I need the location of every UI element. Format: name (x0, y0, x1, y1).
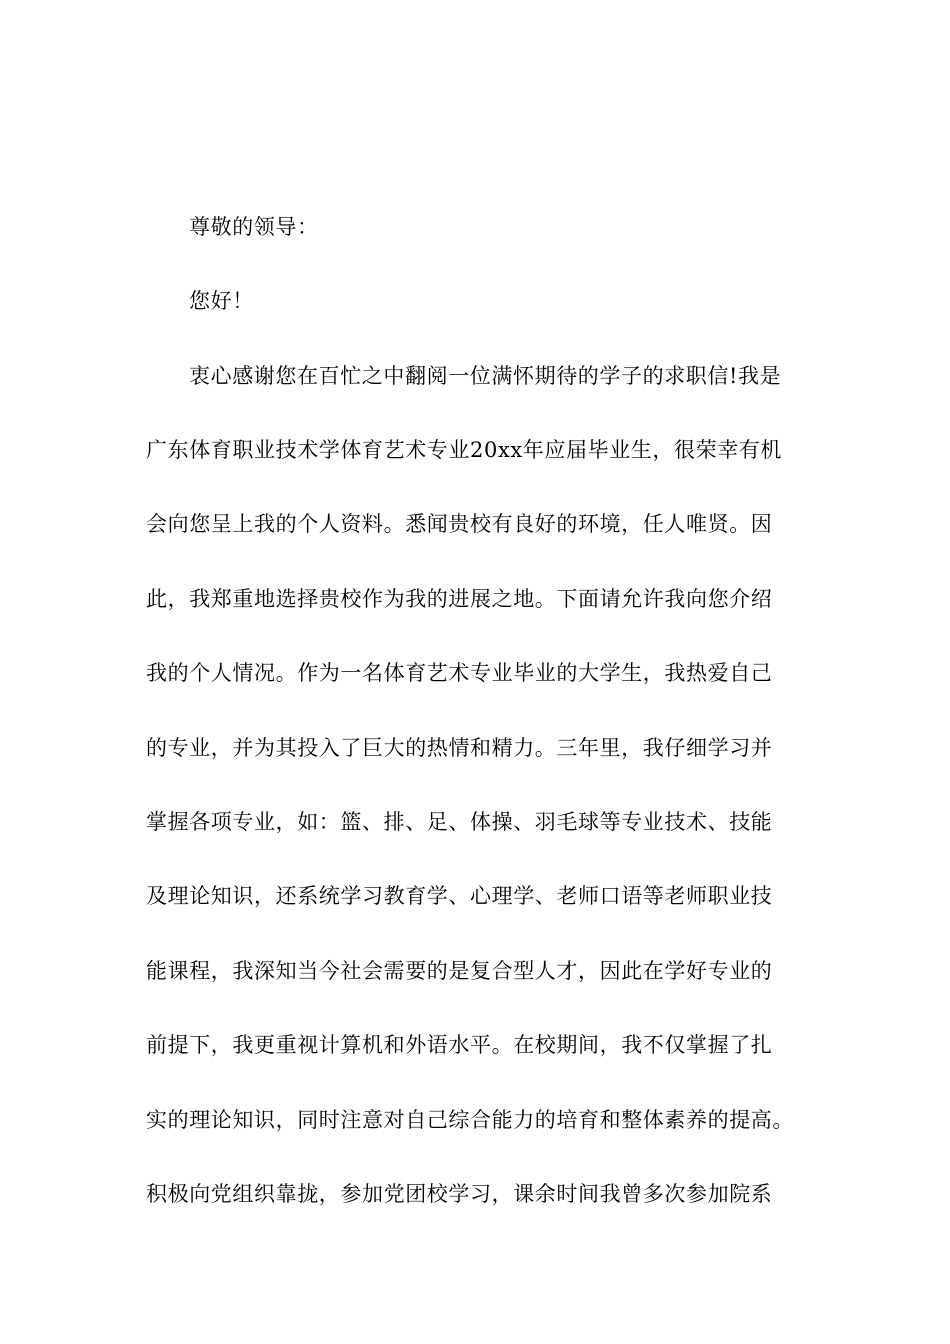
body-line: 掌握各项专业，如：篮、排、足、体操、羽毛球等专业技术、技能 (146, 810, 773, 834)
greeting: 您好！ (189, 289, 254, 313)
body-line: 及理论知识，还系统学习教育学、心理学、老师口语等老师职业技 (146, 884, 773, 908)
body-line: 会向您呈上我的个人资料。悉闻贵校有良好的环境，任人唯贤。因 (146, 512, 773, 536)
body-line: 衷心感谢您在百忙之中翻阅一位满怀期待的学子的求职信!我是 (189, 364, 782, 388)
body-line: 前提下，我更重视计算机和外语水平。在校期间，我不仅掌握了扎 (146, 1033, 773, 1057)
body-line: 广东体育职业技术学体育艺术专业20xx年应届毕业生，很荣幸有机 (146, 438, 783, 462)
body-line: 实的理论知识，同时注意对自己综合能力的培育和整体素养的提高。 (146, 1108, 794, 1132)
body-line: 积极向党组织靠拢，参加党团校学习，课余时间我曾多次参加院系 (146, 1182, 773, 1206)
salutation: 尊敬的领导： (189, 215, 319, 239)
body-line: 的专业，并为其投入了巨大的热情和精力。三年里，我仔细学习并 (146, 736, 773, 760)
body-line: 此，我郑重地选择贵校作为我的进展之地。下面请允许我向您介绍 (146, 587, 773, 611)
body-line: 能课程，我深知当今社会需要的是复合型人才，因此在学好专业的 (146, 959, 773, 983)
body-line: 我的个人情况。作为一名体育艺术专业毕业的大学生，我热爱自己 (146, 661, 773, 685)
